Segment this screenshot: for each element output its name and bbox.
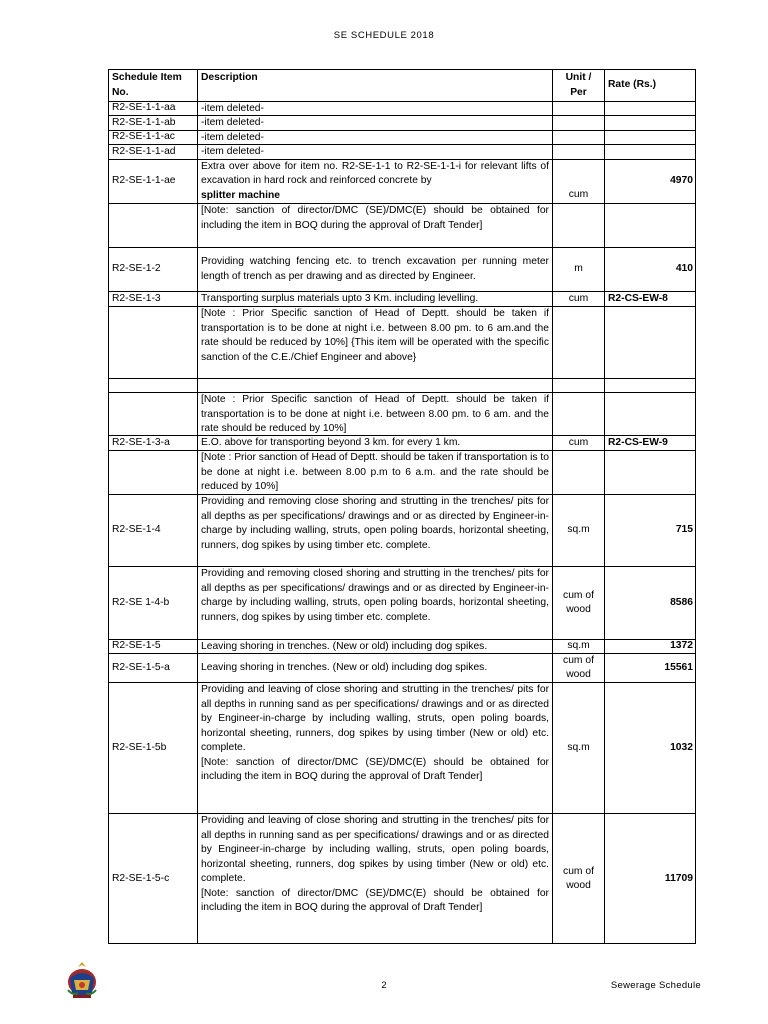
unit-cell [552,450,604,494]
rate-value: 15561 [664,661,693,673]
schedule-item-no: R2-SE-1-5b [112,741,167,753]
description-cell [197,144,552,159]
header-schedule-item: Schedule Item No. [108,69,197,101]
schedule-item-cell [108,144,197,159]
unit-cell [552,203,604,247]
schedule-item-no: R2-SE-1-1-ac [112,131,175,143]
unit-cell [552,566,604,639]
description-text: Providing watching fencing etc. to trench excavation per running meter length of trench as per drawing and as directed by Engineer. [201,256,549,282]
rate-cell [604,682,696,813]
description-cell [197,682,552,813]
rate-cell [604,813,696,944]
description-text: -item deleted- [201,132,264,143]
description-text: -item deleted- [201,146,264,157]
schedule-item-cell [108,101,197,115]
description-cell [197,101,552,115]
unit-cell [552,130,604,144]
rate-cell [604,144,696,159]
description-text: Providing and leaving of close shoring and strutting in the trenches/ pits for all depths in running sand as per specifications/ drawings and or as directed by Engineer-in-charge by including walling, struts, open poling boards, horizontal sheeting, runners, dog spikes by using timber (New or old) etc. complete. [201,815,549,884]
unit-cell [552,306,604,378]
description-text: [Note : Prior Specific sanction of Head of Deptt. should be taken if transportation is to be done at night i.e. between 8.00 pm. to 6 am.and the rate should be reduced by 10%] {This item will be operated with the specific sanction of the C.E./Chief Engineer and above} [201,308,549,363]
schedule-item-cell [108,306,197,378]
schedule-item-cell [108,435,197,450]
rate-value: R2-CS-EW-8 [608,292,668,304]
table-right-border [695,69,696,944]
table-bottom-border [108,943,696,944]
schedule-item-cell [108,247,197,291]
description-cell [197,435,552,450]
description-text: -item deleted- [201,103,264,114]
schedule-item-no: R2-SE-1-3 [112,292,161,304]
schedule-item-cell [108,566,197,639]
description-text: [Note: sanction of director/DMC (SE)/DMC(E) should be obtained for including the item in BOQ during the approval of Draft Tender] [201,205,549,231]
description-cell [197,566,552,639]
rate-value: 8586 [670,596,693,608]
rate-cell [604,392,696,435]
description-cell [197,115,552,130]
description-text: -item deleted- [201,117,264,128]
rate-value: 715 [675,524,693,536]
description-text: E.O. above for transporting beyond 3 km. for every 1 km. [201,437,461,448]
schedule-item-cell [108,115,197,130]
description-cell [197,494,552,566]
description-text: [Note : Prior sanction of Head of Deptt. should be taken if transportation is to be done at night i.e. between 8.00 p.m to 6 a.m. and the rate should be reduced by 10%] [201,452,549,492]
schedule-item-no: R2-SE-1-5-c [112,872,170,884]
rate-cell [604,306,696,378]
unit-cell [552,653,604,682]
schedule-item-no: R2-SE-1-3-a [112,436,170,448]
description-cell [197,653,552,682]
schedule-item-no: R2-SE-1-4 [112,524,161,536]
rate-cell [604,450,696,494]
rate-cell [604,566,696,639]
schedule-item-no: R2-SE-1-1-ab [112,116,176,128]
schedule-item-cell [108,653,197,682]
unit-text: sq.m [567,640,590,652]
schedule-item-cell [108,159,197,203]
header-description: Description [197,69,552,101]
schedule-item-no: R2-SE-1-1-ae [112,175,176,187]
description-cell [197,813,552,944]
schedule-item-cell [108,494,197,566]
description-bold-text: splitter machine [201,189,280,201]
schedule-item-cell [108,682,197,813]
description-cell [197,378,552,392]
unit-cell [552,392,604,435]
description-note: [Note: sanction of director/DMC (SE)/DMC(E) should be obtained for including the item in BOQ during the approval of Draft Tender] [201,756,549,782]
rate-cell [604,115,696,130]
rate-cell [604,159,696,203]
schedule-item-cell [108,639,197,653]
footer-title: Sewerage Schedule [610,980,701,991]
schedule-table [108,69,696,944]
unit-text: cum [568,292,589,304]
unit-text: sq.m [567,524,590,536]
schedule-item-no: R2-SE-1-1-aa [112,102,176,114]
description-cell [197,291,552,306]
description-note: [Note: sanction of director/DMC (SE)/DMC(E) should be obtained for including the item in BOQ during the approval of Draft Tender] [201,887,549,913]
schedule-item-cell [108,450,197,494]
description-cell [197,306,552,378]
description-cell [197,130,552,144]
rate-cell [604,494,696,566]
rate-cell [604,291,696,306]
description-cell [197,450,552,494]
description-cell [197,639,552,653]
schedule-item-no: R2-SE 1-4-b [112,596,170,608]
rate-value: R2-CS-EW-9 [608,436,668,448]
description-cell [197,247,552,291]
unit-cell [552,639,604,653]
schedule-item-no: R2-SE-1-5-a [112,661,170,673]
description-text: Transporting surplus materials upto 3 Km. including levelling. [201,293,479,304]
description-cell [197,203,552,247]
rate-cell [604,247,696,291]
rate-value: 1372 [670,640,693,652]
unit-text: cum [568,188,589,200]
schedule-item-cell [108,392,197,435]
description-text: Providing and removing close shoring and strutting in the trenches/ pits for all depths as per specifications/ drawings and or as directed by Engineer-in-charge by including walling, struts, open poling boards, horizontal sheeting, runners, dog spikes by using timber etc. complete. [201,496,549,551]
rate-cell [604,203,696,247]
description-cell [197,392,552,435]
unit-cell [552,159,604,203]
unit-cell [552,101,604,115]
unit-cell [552,378,604,392]
description-text: Leaving shoring in trenches. (New or old) including dog spikes. [201,661,488,673]
unit-cell [552,144,604,159]
schedule-item-cell [108,813,197,944]
header-unit: Unit / Per [552,69,604,101]
unit-text: m [574,263,583,275]
unit-cell [552,247,604,291]
unit-text: sq.m [567,741,590,753]
unit-cell [552,682,604,813]
rate-cell [604,435,696,450]
description-text: Providing and leaving of close shoring and strutting in the trenches/ pits for all depths in running sand as per specifications/ drawings and or as directed by Engineer-in-charge by including walling, struts, open poling boards, horizontal sheeting, runners, dog spikes by using timber (New or old) etc. complete. [201,684,549,753]
page-header-title: SE SCHEDULE 2018 [333,30,435,41]
rate-value: 410 [675,263,693,275]
unit-text: cum of wood [563,589,594,615]
unit-text: cum of wood [563,865,594,891]
unit-text: cum [568,436,589,448]
description-text: Leaving shoring in trenches. (New or old) including dog spikes. [201,641,488,652]
description-text: [Note : Prior Specific sanction of Head of Deptt. should be taken if transportation is to be done at night i.e. between 8.00 pm. to 6 am. and the rate should be reduced by 10%] [201,394,549,434]
rate-cell [604,130,696,144]
description-text: Extra over above for item no. R2-SE-1-1 to R2-SE-1-1-i for relevant lifts of excavation in hard rock and reinforced concrete by [201,160,549,187]
unit-cell [552,494,604,566]
rate-value: 1032 [670,741,693,753]
unit-text: cum of wood [563,654,594,680]
rate-value: 4970 [670,175,693,187]
unit-cell [552,291,604,306]
rate-cell [604,378,696,392]
schedule-item-no: R2-SE-1-2 [112,263,161,275]
page-number: 2 [381,980,387,991]
rate-value: 11709 [664,872,693,884]
schedule-item-cell [108,291,197,306]
schedule-item-no: R2-SE-1-1-ad [112,145,176,157]
rate-cell [604,101,696,115]
schedule-item-cell [108,378,197,392]
schedule-item-no: R2-SE-1-5 [112,640,161,652]
schedule-item-cell [108,130,197,144]
rate-cell [604,653,696,682]
unit-cell [552,435,604,450]
schedule-item-cell [108,203,197,247]
header-rate: Rate (Rs.) [604,69,696,101]
description-text: Providing and removing closed shoring and strutting in the trenches/ pits for all depths as per specifications/ drawings and or as directed by Engineer-in-charge by including walling, struts, open poling boards, horizontal sheeting, runners, dog spikes by using timber etc. complete. [201,568,549,623]
description-cell [197,159,552,203]
unit-cell [552,115,604,130]
rate-cell [604,639,696,653]
unit-cell [552,813,604,944]
